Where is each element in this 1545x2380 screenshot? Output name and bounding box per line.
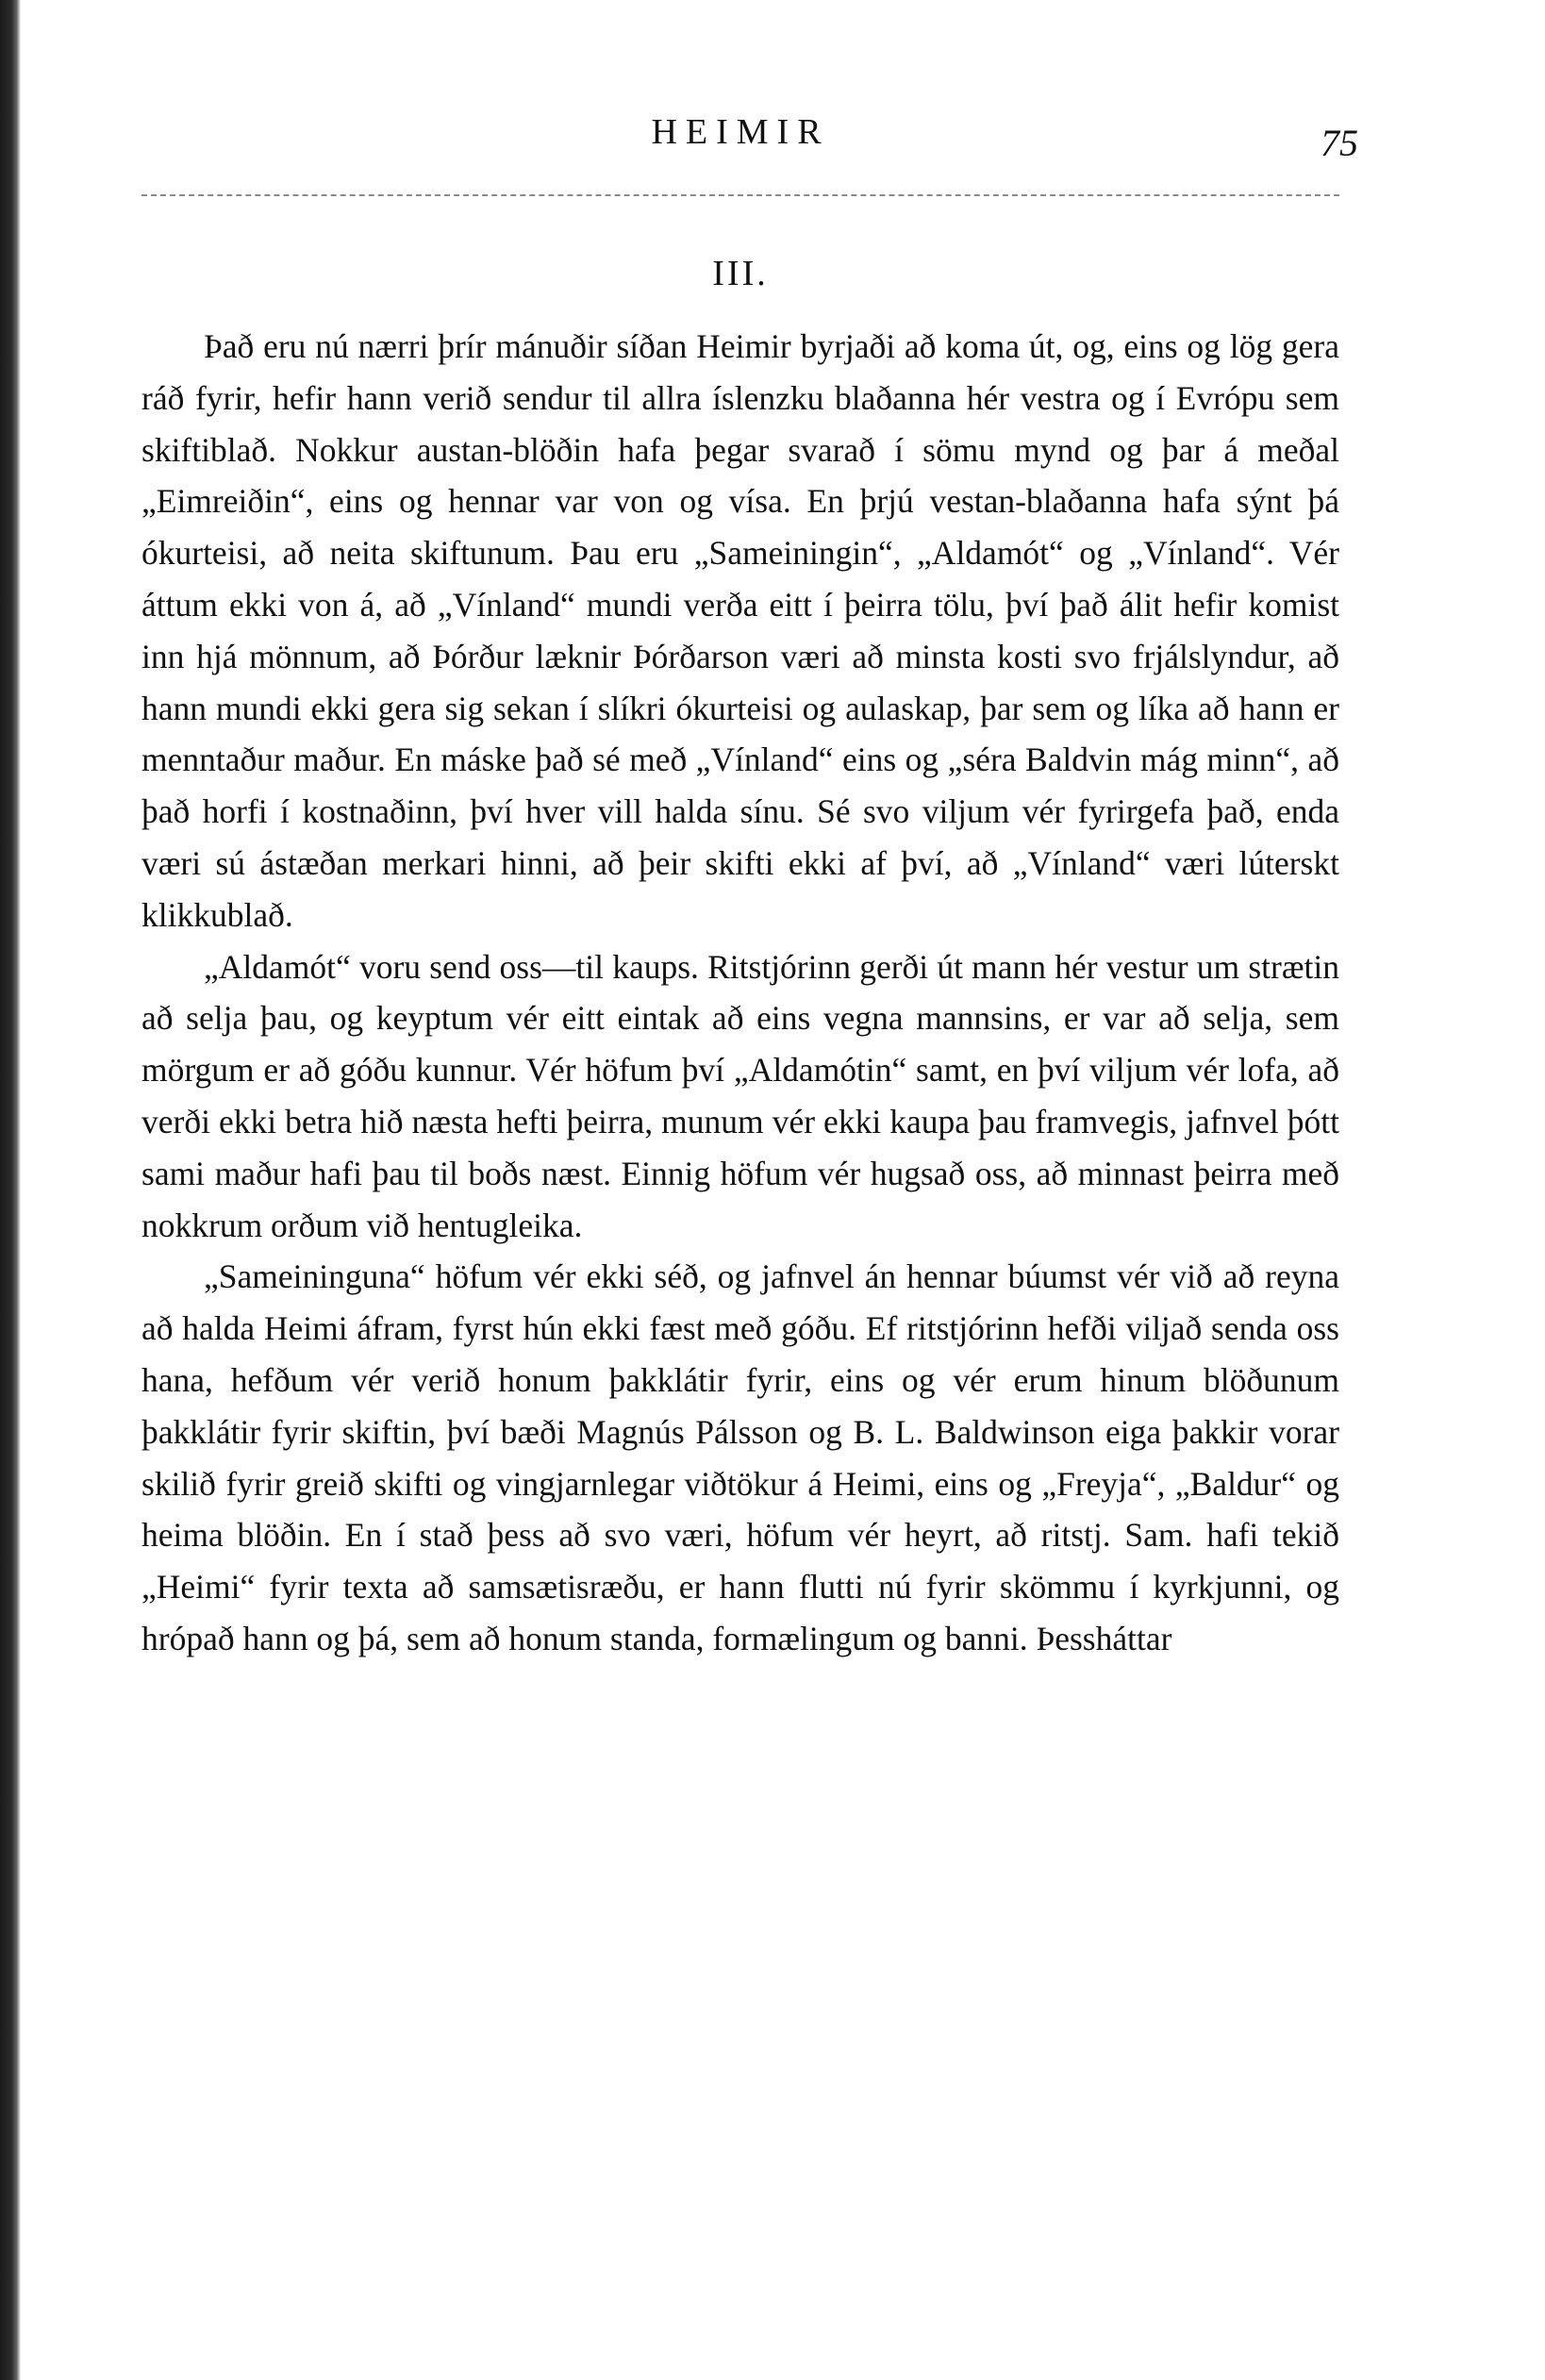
- running-title: HEIMIR: [651, 112, 830, 152]
- book-spine-shadow: [0, 0, 21, 2380]
- paragraph-3: „Sameininguna“ höfum vér ekki séð, og jafnvel án hennar búumst vér við að reyna að halda Heimi áfram, fyrst hún ekki fæst með góðu. Ef ritstjórinn hefði viljað senda oss hana, hefðum vér verið honum þakklátir fyrir, eins og vér erum hinum blöðunum þakklátir fyrir skiftin, því bæði Magnús Pálsson og B. L. Baldwinson eiga þakkir vorar skilið fyrir greið skifti og vingjarnlegar viðtökur á Heimi, eins og „Freyja“, „Baldur“ og heima blöðin. En í stað þess að svo væri, höfum vér heyrt, að ritstj. Sam. hafi tekið „Heimi“ fyrir texta að samsætisræðu, er hann flutti nú fyrir skömmu í kyrkjunni, og hrópað hann og þá, sem að honum standa, formælingum og banni. Þessháttar: [141, 1257, 1339, 1657]
- section-heading: III.: [712, 254, 769, 293]
- book-page: [141, 0, 1358, 2380]
- page-number: 75: [1321, 122, 1358, 164]
- body-text: [141, 321, 1339, 1665]
- running-head: [141, 111, 1358, 177]
- header-rule: [141, 194, 1339, 196]
- paragraph-2: „Aldamót“ voru send oss—til kaups. Ritstjórinn gerði út mann hér vestur um strætin að selja þau, og keyptum vér eitt eintak að eins vegna mannsins, er var að selja, sem mörgum er að góðu kunnur. Vér höfum því „Aldamótin“ samt, en því viljum vér lofa, að verði ekki betra hið næsta hefti þeirra, munum vér ekki kaupa þau framvegis, jafnvel þótt sami maður hafi þau til boðs næst. Einnig höfum vér hugsað oss, að minnast þeirra með nokkrum orðum við hentugleika.: [141, 947, 1339, 1244]
- paragraph-1: Það eru nú nærri þrír mánuðir síðan Heimir byrjaði að koma út, og, eins og lög gera ráð fyrir, hefir hann verið sendur til allra íslenzku blaðanna hér vestra og í Evrópu sem skiftiblað. Nokkur austan-blöðin hafa þegar svarað í sömu mynd og þar á meðal „Eimreiðin“, eins og hennar var von og vísa. En þrjú vestan-blaðanna hafa sýnt þá ókurteisi, að neita skiftunum. Þau eru „Sameiningin“, „Aldamót“ og „Vínland“. Vér áttum ekki von á, að „Vínland“ mundi verða eitt í þeirra tölu, því það álit hefir komist inn hjá mönnum, að Þórður læknir Þórðarson væri að minsta kosti svo frjálslyndur, að hann mundi ekki gera sig sekan í slíkri ókurteisi og aulaskap, þar sem og líka að hann er menntaður maður. En máske það sé með „Vínland“ eins og „séra Baldvin mág minn“, að það horfi í kostnaðinn, því hver vill halda sínu. Sé svo viljum vér fyrirgefa það, enda væri sú ástæðan merkari hinni, að þeir skifti ekki af því, að „Vínland“ væri lúterskt klikkublað.: [141, 327, 1339, 934]
